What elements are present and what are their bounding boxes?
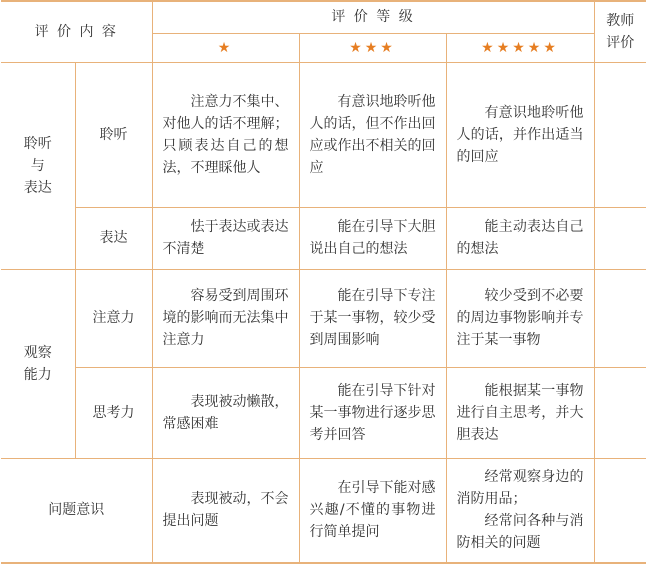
category-observation bbox=[1, 269, 75, 458]
teacher-evaluation-cell bbox=[594, 62, 646, 207]
problem-awareness-level-5 bbox=[446, 458, 594, 563]
thinking-level-1: 表现被动懒散，常感困难 bbox=[152, 367, 299, 458]
attention-level-5: 较少受到不必要的周边事物影响并专注于某一事物 bbox=[446, 269, 594, 367]
item-label-thinking: 思考力 bbox=[75, 367, 152, 458]
evaluation-content-header: 评 价 内 容 bbox=[1, 1, 152, 62]
level-1-star-icon: ★ bbox=[152, 33, 299, 62]
teacher-evaluation-cell bbox=[594, 269, 646, 367]
listening-level-1: 注意力不集中、对他人的话不理解；只顾表达自己的想法，不理睬他人 bbox=[152, 62, 299, 207]
teacher-label-line2: 评价 bbox=[606, 34, 635, 51]
problem-awareness-level-5-line: 经常问各种与消防相关的问题 bbox=[456, 513, 584, 552]
evaluation-table bbox=[1, 0, 646, 564]
listening-level-3: 有意识地聆听他人的话，但不作出回应或作出不相关的回应 bbox=[299, 62, 446, 207]
category-line: 观察 bbox=[23, 344, 52, 361]
thinking-level-5: 能根据某一事物进行自主思考，并大胆表达 bbox=[446, 367, 594, 458]
teacher-evaluation-cell bbox=[594, 367, 646, 458]
table-row bbox=[1, 62, 646, 207]
item-label-expression: 表达 bbox=[75, 207, 152, 269]
attention-level-3: 能在引导下专注于某一事物，较少受到周围影响 bbox=[299, 269, 446, 367]
thinking-level-3: 能在引导下针对某一事物进行逐步思考并回答 bbox=[299, 367, 446, 458]
table-row bbox=[1, 458, 646, 563]
item-label-attention: 注意力 bbox=[75, 269, 152, 367]
table-row bbox=[1, 207, 646, 269]
category-listening-expression bbox=[1, 62, 75, 269]
level-3-star-icon: ★★★ bbox=[299, 33, 446, 62]
item-label-problem-awareness: 问题意识 bbox=[1, 458, 152, 563]
category-line: 表达 bbox=[23, 179, 52, 196]
expression-level-1: 怯于表达或表达不清楚 bbox=[152, 207, 299, 269]
category-line: 与 bbox=[30, 157, 45, 174]
teacher-evaluation-cell bbox=[594, 207, 646, 269]
category-line: 聆听 bbox=[23, 135, 52, 152]
problem-awareness-level-1: 表现被动，不会提出问题 bbox=[152, 458, 299, 563]
teacher-label-line1: 教师 bbox=[606, 12, 635, 29]
problem-awareness-level-5-line: 经常观察身边的消防用品； bbox=[456, 469, 584, 508]
header-row bbox=[1, 1, 646, 33]
expression-level-3: 能在引导下大胆说出自己的想法 bbox=[299, 207, 446, 269]
expression-level-5: 能主动表达自己的想法 bbox=[446, 207, 594, 269]
teacher-evaluation-cell bbox=[594, 458, 646, 563]
category-line: 能力 bbox=[23, 366, 52, 383]
table-row bbox=[1, 269, 646, 367]
teacher-evaluation-header bbox=[594, 1, 646, 62]
level-5-star-icon: ★★★★★ bbox=[446, 33, 594, 62]
attention-level-1: 容易受到周围环境的影响而无法集中注意力 bbox=[152, 269, 299, 367]
evaluation-level-header: 评 价 等 级 bbox=[152, 1, 594, 33]
table-row bbox=[1, 367, 646, 458]
problem-awareness-level-3: 在引导下能对感兴趣/不懂的事物进行简单提问 bbox=[299, 458, 446, 563]
item-label-listening: 聆听 bbox=[75, 62, 152, 207]
listening-level-5: 有意识地聆听他人的话，并作出适当的回应 bbox=[446, 62, 594, 207]
